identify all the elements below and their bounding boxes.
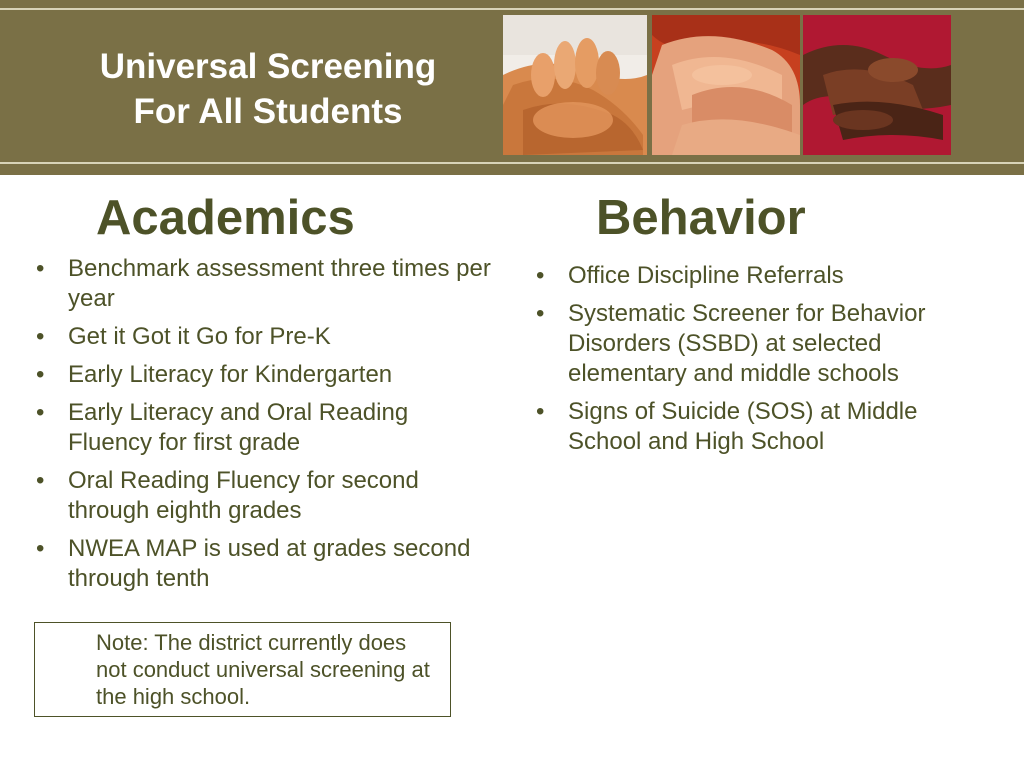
academics-item: • Early Literacy and Oral Reading Fluency for first grade (34, 398, 494, 458)
behavior-item: • Signs of Suicide (SOS) at Middle School and High School (534, 397, 994, 457)
behavior-heading: Behavior (596, 191, 806, 245)
hands-photo-1 (503, 15, 647, 155)
title-banner (0, 0, 1024, 175)
academics-item: • Oral Reading Fluency for second through eighth grades (34, 466, 494, 526)
behavior-item: • Systematic Screener for Behavior Disorders (SSBD) at selected elementary and middle schools (534, 299, 994, 389)
baby-hand-image (503, 15, 647, 155)
title-line-2: For All Students (133, 92, 403, 131)
hands-photo-2 (652, 15, 800, 155)
behavior-item: • Office Discipline Referrals (534, 261, 994, 291)
academics-heading: Academics (96, 191, 355, 245)
joined-hands-image (803, 15, 951, 155)
note-box (34, 622, 451, 717)
academics-item: • NWEA MAP is used at grades second through tenth (34, 534, 494, 594)
stacked-hands-image (652, 15, 800, 155)
academics-item: • Get it Got it Go for Pre-K (34, 322, 494, 352)
title-line-1: Universal Screening (99, 47, 437, 86)
hands-photo-3 (803, 15, 951, 155)
slide-title (30, 44, 506, 134)
banner-top-rule (0, 8, 1024, 10)
academics-item: • Early Literacy for Kindergarten (34, 360, 494, 390)
banner-bottom-rule (0, 162, 1024, 164)
academics-list (34, 254, 494, 602)
behavior-list (534, 261, 994, 465)
note-text: Note: The district currently does not conduct universal screening at the high school. (96, 630, 430, 709)
academics-item: • Benchmark assessment three times per year (34, 254, 494, 314)
